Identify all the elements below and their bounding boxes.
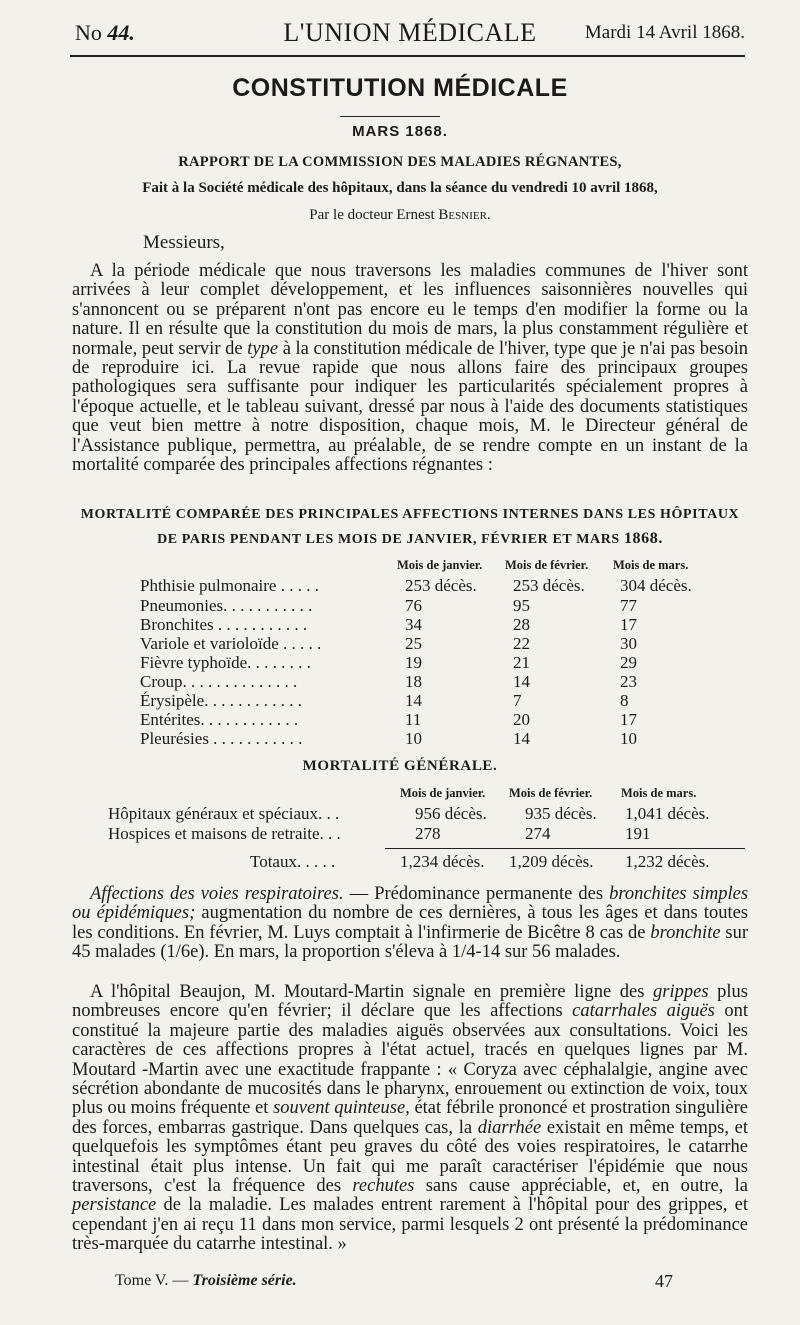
table-row: Érysipèle. . . . . . . . . . . . 14 7 8 xyxy=(140,691,629,710)
table2-col-february: Mois de février. xyxy=(509,786,593,800)
table-row: Hôpitaux généraux et spéciaux. . . 956 décès. 935 décès. 1,041 décès. xyxy=(108,804,710,823)
table1-title: MORTALITÉ COMPARÉE DES PRINCIPALES AFFECTIONS INTERNES DANS LES HÔPITAUX DE PARIS PENDANT LES MOIS DE JANVIER, FÉVRIER ET MARS 1868. xyxy=(80,507,740,547)
intro-paragraph: A la période médicale que nous traversons les maladies communes de l'hiver sont arrivées à leur complet développement, et les influences saisonnières nouvelles qui s'annoncent ou se préparent n'ont pas encore eu le temps d'en modifier la forme ou la nature. Il en résulte que la constitution du mois de mars, la plus constamment régulière et normale, peut servir de type à la constitution médicale de l'hiver, type que je n'ai pas besoin de reproduire ici. La revue rapide que nous allons faire des principaux groupes pathologiques sera suffisante pour indiquer les particularités spécialement propres à l'époque actuelle, et le tableau suivant, dressé par nous à l'aide des documents statistiques que veut bien mettre à notre disposition, chaque mois, M. le Directeur général de l'Assistance publique, permettra, au préalable, de se rendre compte en un instant de la mortalité comparée des principales affections régnantes : xyxy=(72,261,749,476)
respiratory-paragraph: Affections des voies respiratoires. — Prédominance permanente des bronchites simples ou épidémiques; augmentation du nombre de ces dernières, à tous les âges et dans toutes les conditions. En février, M. Luys comptait à l'infirmerie de Bicêtre 8 cas de bronchite sur 45 malades (1/6e). En mars, la proportion s'éleva à 1/4-14 sur 56 malades. xyxy=(72,884,749,963)
report-heading: RAPPORT DE LA COMMISSION DES MALADIES RÉGNANTES, xyxy=(178,154,622,170)
table2-col-march: Mois de mars. xyxy=(621,786,697,800)
table-row: Variole et varioloïde . . . . . 25 22 30 xyxy=(140,634,637,653)
table-row: Bronchites . . . . . . . . . . . 34 28 17 xyxy=(140,615,637,634)
beaujon-paragraph: A l'hôpital Beaujon, M. Moutard-Martin signale en première ligne des grippes plus nombreuses encore qu'en février; il déclare que les affections catarrhales aiguës ont constitué la majeure partie des maladies aiguës observées aux consultations. Voici les caractères de ces affections propres à l'état actuel, tracés en quelques lignes par M. Moutard -Martin avec une exactitude frappante : « Coryza avec céphalalgie, angine avec sécrétion abondante de mucosités dans le pharynx, enrouement ou extinction de voix, toux plus ou moins fréquente et souvent quinteuse, état fébrile prononcé et prostration singulière des forces, embarras gastrique. Dans quelques cas, la diarrhée existait en même temps, et quelquefois les symptômes étant peu graves du côté des voies respiratoires, le catarrhe intestinal était plus intense. Un fait qui me paraît caractériser l'épidémie que nous traversons, c'est la fréquence des rechutes sans cause appréciable, et, en outre, la persistance de la maladie. Les malades entrent rarement à l'hôpital pour des grippes, et cependant j'en ai reçu 11 dans mon service, parmi lesquels 2 ont présenté la prédominance très-marquée du catarrhe intestinal. » xyxy=(72,982,749,1255)
table2-col-january: Mois de janvier. xyxy=(400,786,486,800)
totals-row: Totaux. . . . . 1,234 décès. 1,209 décès. 1,232 décès. xyxy=(250,852,710,871)
section-title: CONSTITUTION MÉDICALE xyxy=(232,74,568,102)
table1-col-march: Mois de mars. xyxy=(613,558,689,572)
issue-date: Mardi 14 Avril 1868. xyxy=(584,22,745,43)
footer-volume: Tome V. — Troisième série. xyxy=(115,1272,297,1289)
salutation: Messieurs, xyxy=(143,232,225,253)
page-header xyxy=(75,18,745,48)
table-row: Pleurésies . . . . . . . . . . . 10 14 10 xyxy=(140,729,637,748)
page-number: 47 xyxy=(655,1271,673,1291)
issue-number: No 44. xyxy=(75,20,135,45)
table-row: Entérites. . . . . . . . . . . . 11 20 17 xyxy=(140,710,637,729)
journal-title: L'UNION MÉDICALE xyxy=(283,18,537,47)
totals-rule xyxy=(385,848,745,849)
table-row: Pneumonies. . . . . . . . . . . 76 95 77 xyxy=(140,596,637,615)
table1-col-january: Mois de janvier. xyxy=(397,558,483,572)
report-subheading: Fait à la Société médicale des hôpitaux, dans la séance du vendredi 10 avril 1868, xyxy=(142,180,658,196)
month-heading: MARS 1868. xyxy=(352,123,448,140)
table2-title: MORTALITÉ GÉNÉRALE. xyxy=(302,758,498,774)
report-author: Par le docteur Ernest Besnier. xyxy=(309,207,491,223)
title-rule xyxy=(340,116,440,117)
header-rule xyxy=(70,55,745,57)
table-row: Croup. . . . . . . . . . . . . . 18 14 23 xyxy=(140,672,637,691)
table-row: Hospices et maisons de retraite. . . 278 274 191 xyxy=(108,824,651,843)
table-row: Fièvre typhoïde. . . . . . . . 19 21 29 xyxy=(140,653,637,672)
table1-col-february: Mois de février. xyxy=(505,558,589,572)
table-row: Phthisie pulmonaire . . . . . 253 décès. 253 décès. 304 décès. xyxy=(140,576,692,595)
